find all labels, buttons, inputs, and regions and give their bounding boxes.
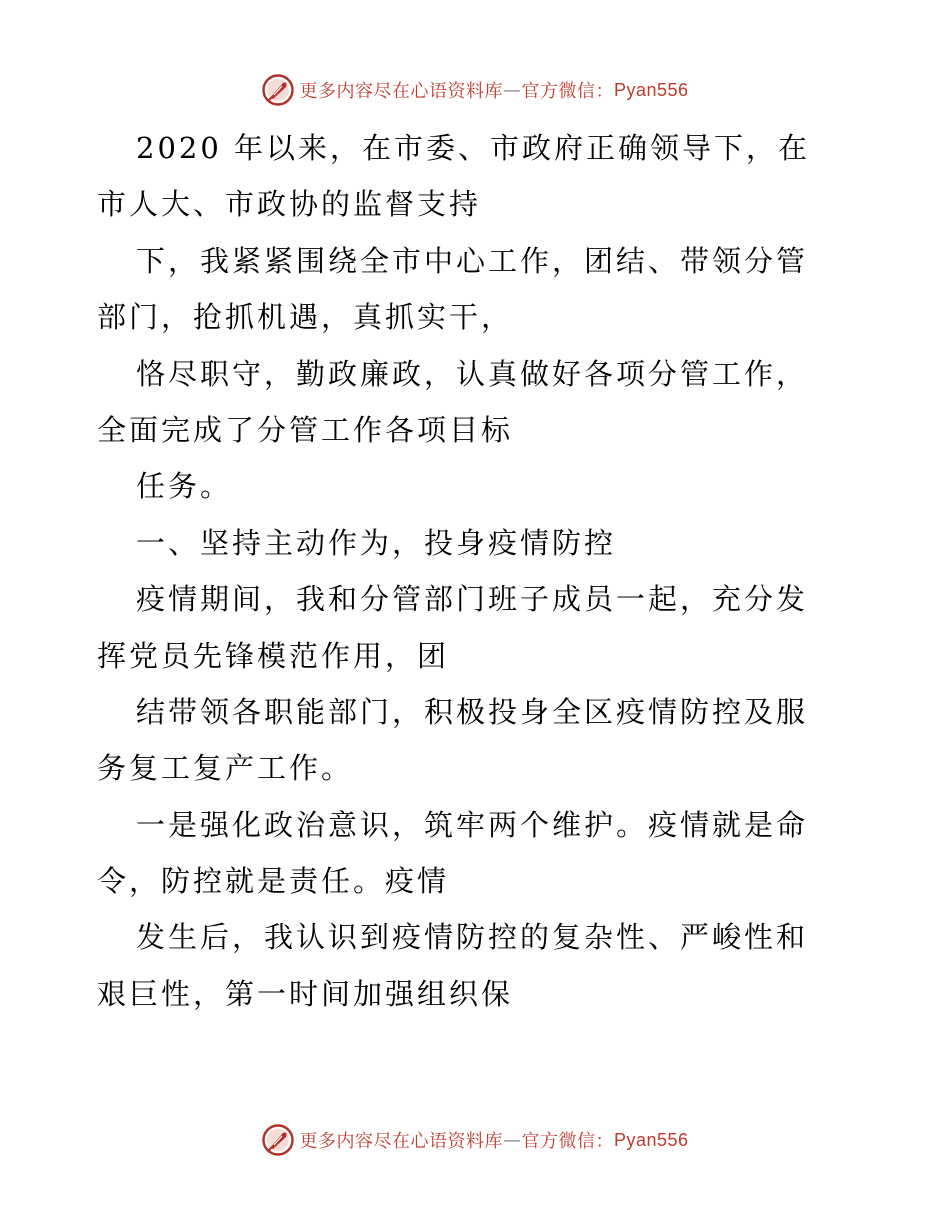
- footer-watermark: [0, 1120, 950, 1160]
- watermark-colon: ：: [595, 1131, 614, 1152]
- watermark-wechat-label: 官方微信: [521, 1131, 596, 1152]
- text-line: 全面完成了分管工作各项目标: [97, 412, 514, 447]
- text-line: 恪尽职守，勤政廉政，认真做好各项分管工作，: [136, 356, 809, 391]
- text-line: 任务。: [136, 469, 233, 504]
- watermark-colon: ：: [595, 81, 614, 102]
- feather-pen-circle-icon: [261, 1123, 295, 1157]
- text-line: 2020 年以来，在市委、市政府正确领导下，在: [136, 131, 811, 165]
- text-line: 发生后，我认识到疫情防控的复杂性、严峻性和: [136, 920, 809, 955]
- section-heading: 一、坚持主动作为，投身疫情防控: [136, 525, 617, 560]
- text-line: 艰巨性，第一时间加强组织保: [97, 976, 514, 1011]
- watermark-wechat-label: 官方微信: [521, 81, 596, 102]
- text-line: 市人大、市政协的监督支持: [97, 187, 482, 222]
- text-line: 务复工复产工作。: [97, 751, 354, 786]
- text-line: 结带领各职能部门，积极投身全区疫情防控及服: [136, 694, 809, 729]
- header-watermark: [0, 70, 950, 110]
- text-line: 令，防控就是责任。疫情: [97, 864, 450, 899]
- text-line: 下，我紧紧围绕全市中心工作，团结、带领分管: [136, 243, 809, 278]
- text-line: 挥党员先锋模范作用，团: [97, 638, 450, 673]
- watermark-separator: —: [502, 79, 522, 101]
- watermark-wechat-id: Pyan556: [613, 79, 689, 100]
- watermark-main-text: 更多内容尽在心语资料库: [299, 81, 503, 102]
- watermark-separator: —: [502, 1129, 522, 1151]
- text-line: 部门，抢抓机遇，真抓实干，: [97, 300, 514, 335]
- watermark-main-text: 更多内容尽在心语资料库: [299, 1131, 503, 1152]
- text-line: 疫情期间，我和分管部门班子成员一起，充分发: [136, 582, 809, 617]
- document-body: [97, 120, 857, 1022]
- text-line: 一是强化政治意识，筑牢两个维护。疫情就是命: [136, 807, 809, 842]
- watermark-wechat-id: Pyan556: [613, 1129, 689, 1150]
- feather-pen-circle-icon: [261, 73, 295, 107]
